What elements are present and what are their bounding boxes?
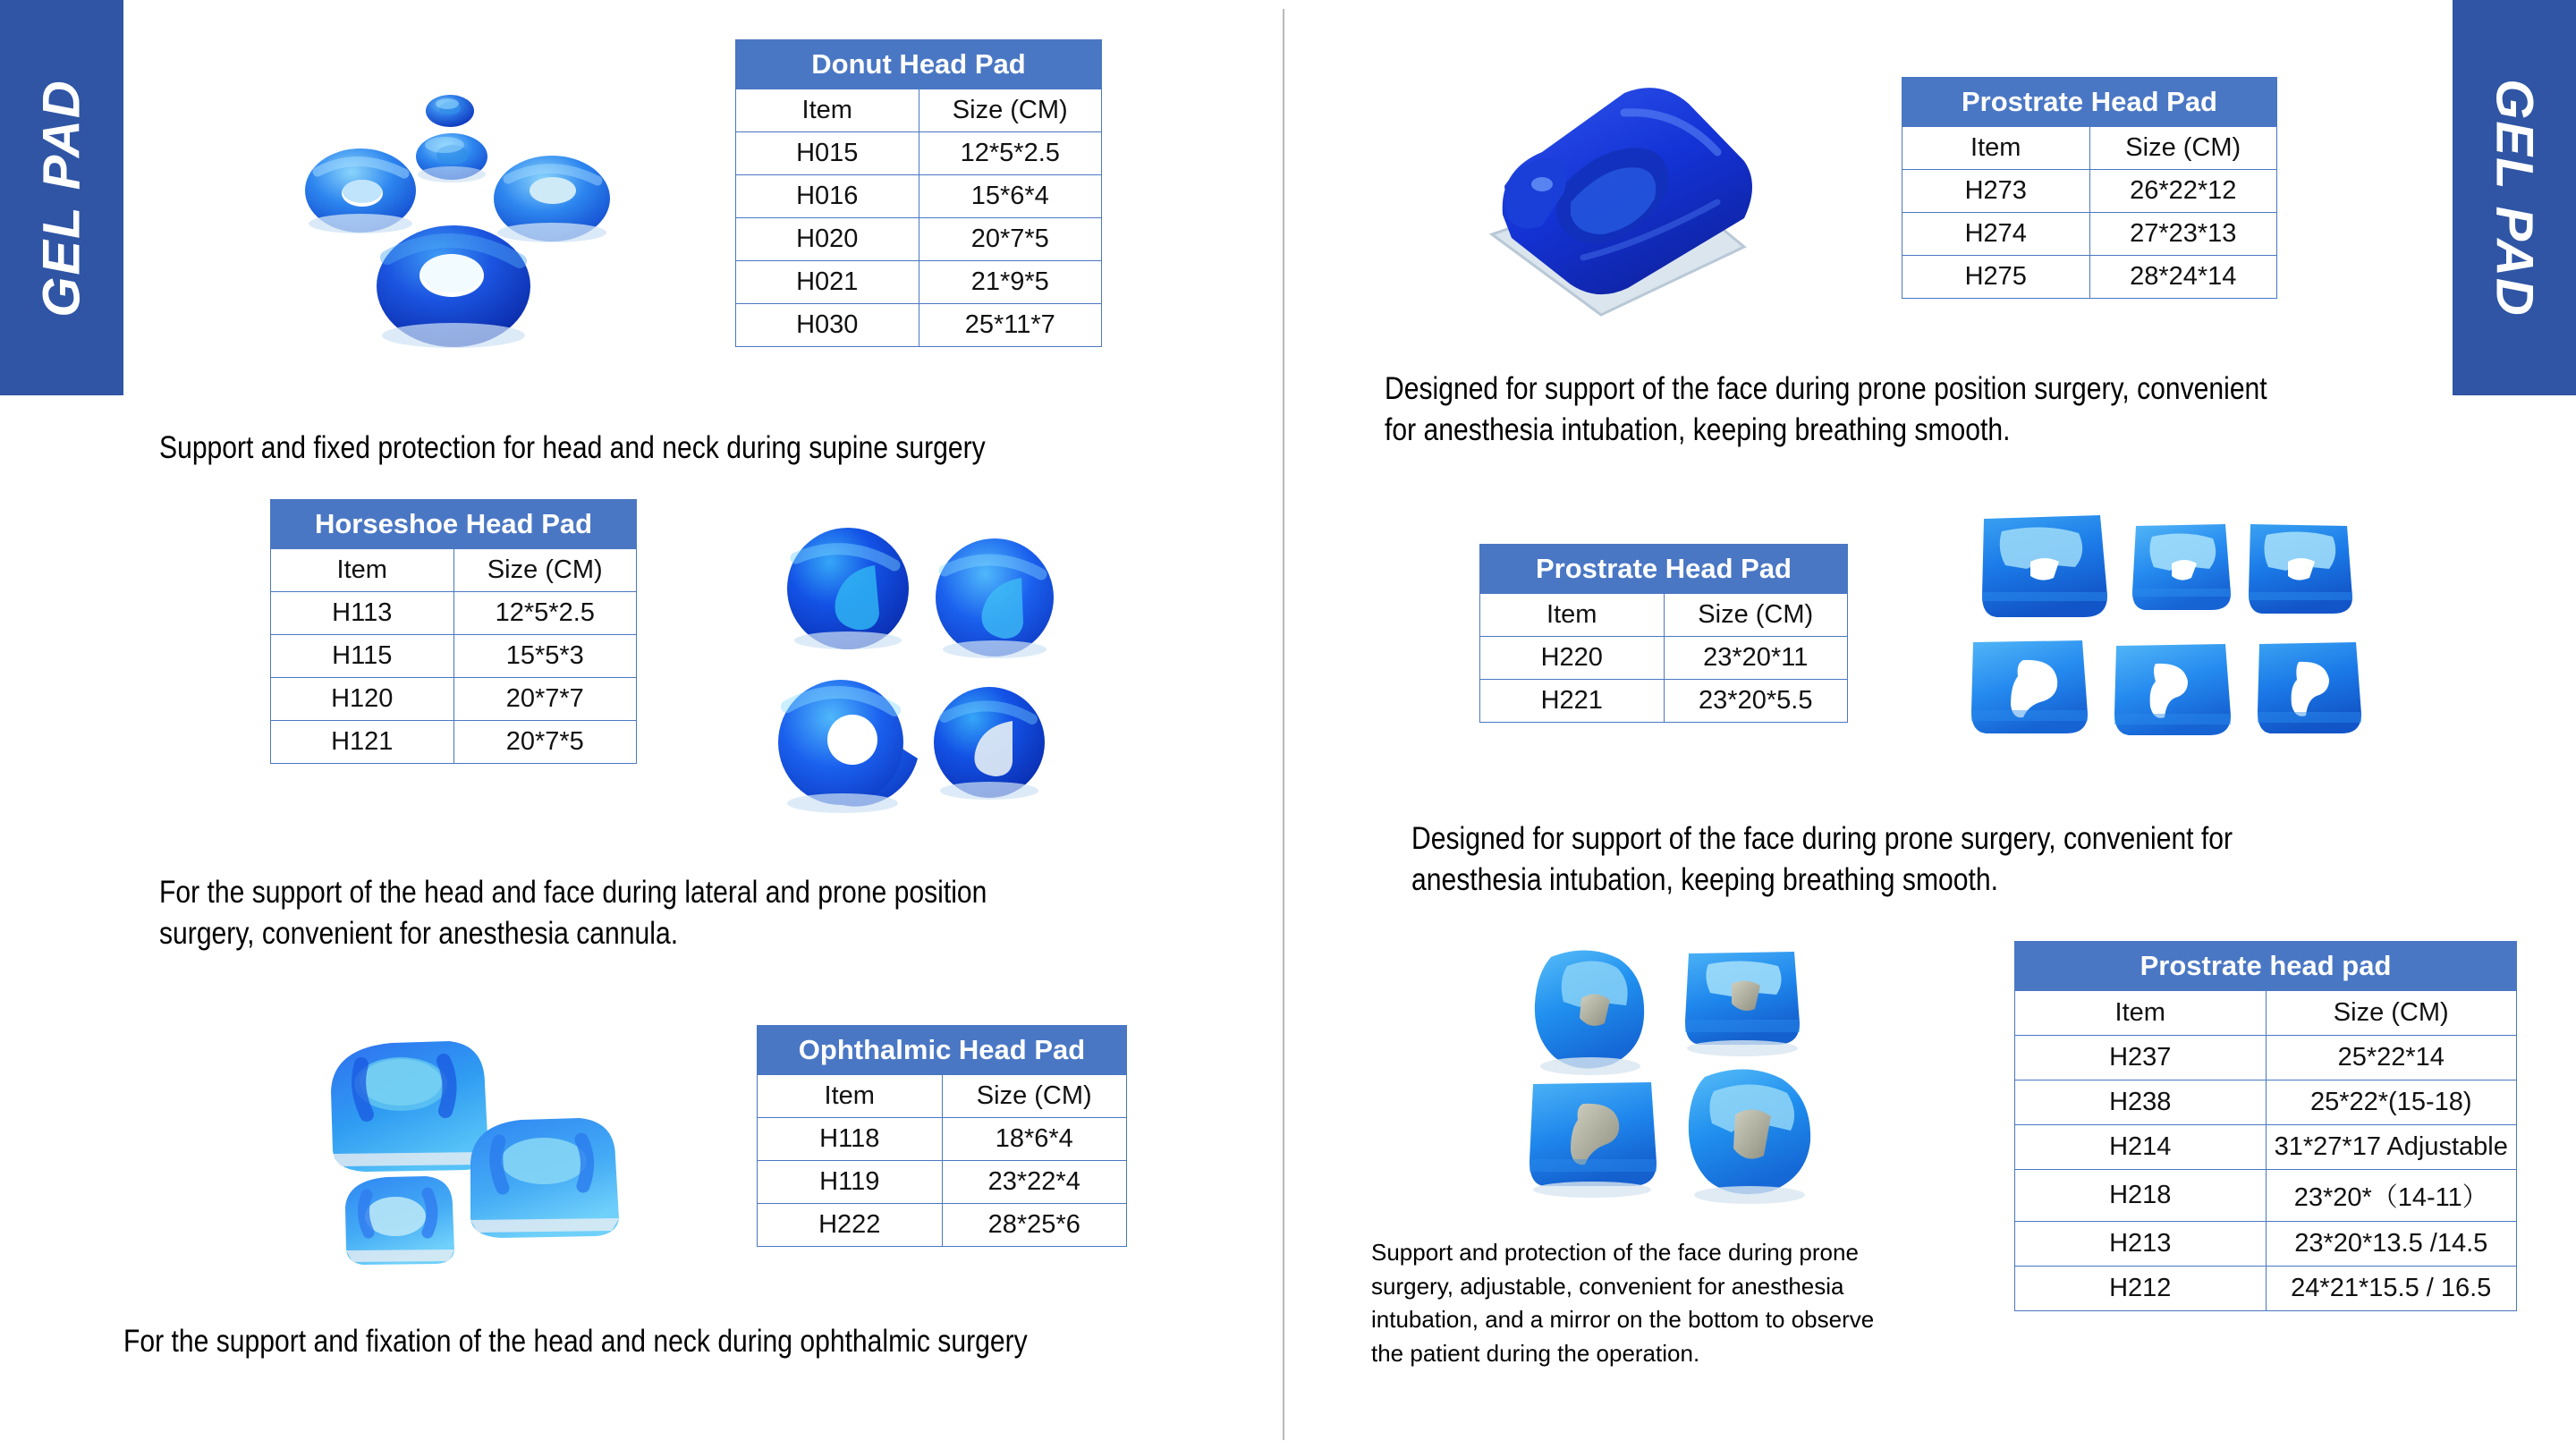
cell-item: H221 — [1480, 680, 1665, 723]
cell-size: 23*22*4 — [942, 1161, 1127, 1204]
donut-caption: Support and fixed protection for head and neck during supine surgery — [159, 430, 986, 465]
cell-item: H212 — [2015, 1267, 2267, 1311]
cell-size: 23*20*11 — [1664, 637, 1848, 680]
table-row — [736, 218, 1102, 261]
ophthalmic-table-title: Ophthalmic Head Pad — [758, 1026, 1127, 1075]
donut-col-size: Size (CM) — [919, 89, 1102, 132]
table-row — [1480, 637, 1848, 680]
cell-size: 20*7*5 — [453, 721, 637, 764]
cell-item: H115 — [271, 635, 454, 678]
prostrate-a-caption-line1: Designed for support of the face during prone position surgery, convenient — [1385, 371, 2267, 406]
donut-head-pad-table — [735, 39, 1102, 347]
horseshoe-caption — [159, 872, 1159, 954]
table-row — [758, 1204, 1127, 1247]
horseshoe-head-pad-table-wrap — [270, 499, 637, 764]
horseshoe-caption-line1: For the support of the head and face during lateral and prone position — [159, 875, 987, 910]
prostrate-c-caption-line1: Support and protection of the face during prone — [1371, 1239, 1859, 1266]
table-row — [736, 175, 1102, 218]
ophthalmic-col-size: Size (CM) — [942, 1075, 1127, 1118]
prostrate-b-caption-line2: anesthesia intubation, keeping breathing smooth. — [1411, 862, 1998, 898]
cell-item: H119 — [758, 1161, 943, 1204]
cell-size: 12*5*2.5 — [453, 592, 637, 635]
left-gel-pad-banner — [0, 0, 123, 395]
cell-size: 23*20*（14-11） — [2266, 1170, 2517, 1222]
horseshoe-head-pad-table — [270, 499, 637, 764]
cell-item: H113 — [271, 592, 454, 635]
cell-item: H213 — [2015, 1222, 2267, 1267]
cell-item: H274 — [1902, 213, 2090, 256]
horseshoe-table-title: Horseshoe Head Pad — [271, 500, 637, 549]
table-row — [2015, 1222, 2517, 1267]
cell-size: 25*22*(15-18) — [2266, 1080, 2517, 1125]
table-row — [271, 635, 637, 678]
ophthalmic-caption: For the support and fixation of the head and neck during ophthalmic surgery — [123, 1324, 1028, 1359]
table-row — [2015, 1170, 2517, 1222]
cell-item: H238 — [2015, 1080, 2267, 1125]
cell-item: H015 — [736, 132, 919, 175]
cell-item: H016 — [736, 175, 919, 218]
cell-size: 24*21*15.5 / 16.5 — [2266, 1267, 2517, 1311]
prostrate-a-table-title: Prostrate Head Pad — [1902, 78, 2277, 127]
prostrate-a-caption — [1385, 369, 2385, 451]
prostrate-c-caption-line2: surgery, adjustable, convenient for anesthesia — [1371, 1272, 1844, 1300]
cell-item: H273 — [1902, 170, 2090, 213]
prostrate-a-caption-line2: for anesthesia intubation, keeping breathing smooth. — [1385, 412, 2011, 448]
donut-head-pad-table-wrap — [735, 39, 1102, 347]
cell-item: H021 — [736, 261, 919, 304]
table-row — [758, 1161, 1127, 1204]
table-row — [1902, 213, 2277, 256]
table-row — [2015, 1267, 2517, 1311]
prostrate-c-caption-line4: the patient during the operation. — [1371, 1340, 1700, 1368]
cell-item: H020 — [736, 218, 919, 261]
table-row — [736, 261, 1102, 304]
cell-item: H120 — [271, 678, 454, 721]
table-row — [271, 721, 637, 764]
prostrate-c-caption-line3: intubation, and a mirror on the bottom to observe — [1371, 1306, 1875, 1334]
cell-item: H218 — [2015, 1170, 2267, 1222]
cell-item: H275 — [1902, 256, 2090, 299]
ophthalmic-head-pad-table — [757, 1025, 1127, 1247]
ophthalmic-head-pad-photo — [295, 1029, 653, 1297]
cell-size: 26*22*12 — [2089, 170, 2277, 213]
prostrate-b-col-size: Size (CM) — [1664, 594, 1848, 637]
table-row — [1902, 170, 2277, 213]
table-row — [1902, 256, 2277, 299]
cell-size: 15*6*4 — [919, 175, 1102, 218]
cell-size: 23*20*13.5 /14.5 — [2266, 1222, 2517, 1267]
cell-size: 18*6*4 — [942, 1118, 1127, 1161]
horseshoe-col-size: Size (CM) — [453, 549, 637, 592]
right-banner-label: GEL PAD — [2485, 78, 2544, 318]
cell-size: 23*20*5.5 — [1664, 680, 1848, 723]
cell-item: H030 — [736, 304, 919, 347]
table-row — [2015, 1036, 2517, 1080]
donut-col-item: Item — [736, 89, 919, 132]
horseshoe-col-item: Item — [271, 549, 454, 592]
table-row — [1480, 680, 1848, 723]
cell-size: 20*7*5 — [919, 218, 1102, 261]
cell-item: H237 — [2015, 1036, 2267, 1080]
cell-item: H118 — [758, 1118, 943, 1161]
cell-size: 25*11*7 — [919, 304, 1102, 347]
cell-size: 28*25*6 — [942, 1204, 1127, 1247]
cell-item: H220 — [1480, 637, 1665, 680]
prostrate-b-col-item: Item — [1480, 594, 1665, 637]
table-row — [2015, 1080, 2517, 1125]
prostrate-b-caption-line1: Designed for support of the face during prone surgery, convenient for — [1411, 821, 2233, 856]
prostrate-c-table-title: Prostrate head pad — [2015, 942, 2517, 991]
cell-size: 21*9*5 — [919, 261, 1102, 304]
table-row — [736, 304, 1102, 347]
right-gel-pad-banner — [2453, 0, 2576, 395]
table-row — [271, 592, 637, 635]
horseshoe-caption-line2: surgery, convenient for anesthesia cannula. — [159, 916, 679, 952]
prostrate-a-col-item: Item — [1902, 127, 2090, 170]
ophthalmic-col-item: Item — [758, 1075, 943, 1118]
donut-head-pad-photo — [268, 72, 644, 385]
cell-item: H214 — [2015, 1125, 2267, 1170]
cell-size: 20*7*7 — [453, 678, 637, 721]
cell-size: 27*23*13 — [2089, 213, 2277, 256]
cell-size: 15*5*3 — [453, 635, 637, 678]
prostrate-head-pad-a-table-wrap — [1902, 77, 2277, 299]
prostrate-c-col-size: Size (CM) — [2266, 991, 2517, 1036]
prostrate-head-pad-c-table — [2014, 941, 2517, 1311]
prostrate-c-col-item: Item — [2015, 991, 2267, 1036]
cell-item: H222 — [758, 1204, 943, 1247]
table-row — [736, 132, 1102, 175]
cell-size: 31*27*17 Adjustable — [2266, 1125, 2517, 1170]
prostrate-c-caption — [1371, 1236, 2015, 1371]
ophthalmic-head-pad-table-wrap — [757, 1025, 1127, 1247]
cell-item: H121 — [271, 721, 454, 764]
prostrate-b-caption — [1411, 818, 2411, 901]
table-row — [271, 678, 637, 721]
horseshoe-head-pad-photo — [760, 519, 1073, 832]
donut-table-title: Donut Head Pad — [736, 40, 1102, 89]
left-banner-label: GEL PAD — [32, 78, 91, 318]
prostrate-b-table-title: Prostrate Head Pad — [1480, 545, 1848, 594]
prostrate-head-pad-b-table — [1479, 544, 1848, 723]
prostrate-head-pad-b-photo — [1941, 510, 2379, 751]
prostrate-a-col-size: Size (CM) — [2089, 127, 2277, 170]
table-row — [758, 1118, 1127, 1161]
prostrate-head-pad-a-photo — [1449, 27, 1789, 340]
column-divider — [1283, 9, 1284, 1440]
cell-size: 28*24*14 — [2089, 256, 2277, 299]
prostrate-head-pad-c-photo — [1485, 930, 1843, 1216]
cell-size: 12*5*2.5 — [919, 132, 1102, 175]
cell-size: 25*22*14 — [2266, 1036, 2517, 1080]
prostrate-head-pad-a-table — [1902, 77, 2277, 299]
prostrate-head-pad-c-table-wrap — [2014, 941, 2517, 1311]
prostrate-head-pad-b-table-wrap — [1479, 544, 1848, 723]
table-row — [2015, 1125, 2517, 1170]
